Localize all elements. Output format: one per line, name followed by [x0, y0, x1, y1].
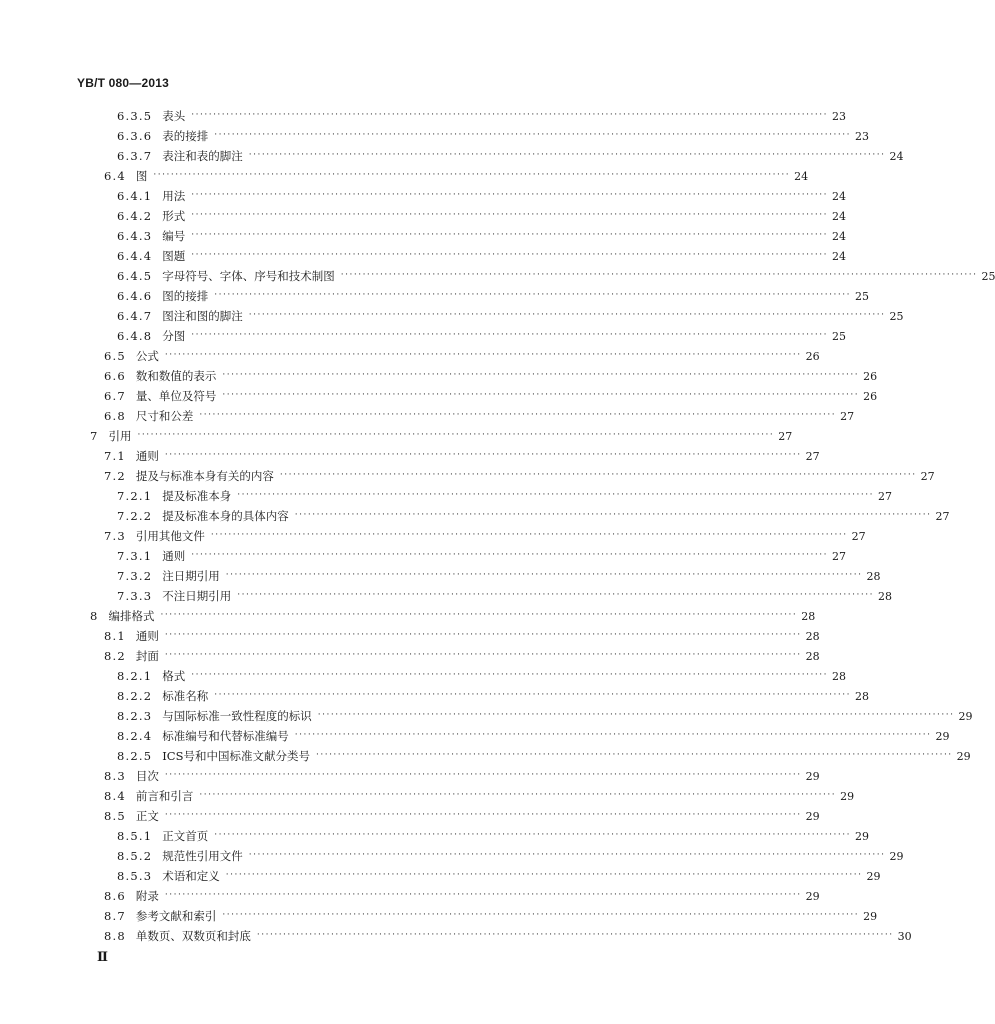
dot-leader: ··················································································································································	[214, 690, 851, 700]
toc-entry-title: 提及标准本身的具体内容	[162, 509, 289, 523]
toc-entry-page: 27	[920, 469, 935, 483]
dot-leader: ··················································································································································	[191, 250, 828, 260]
toc-entry-page: 23	[831, 109, 846, 123]
dot-leader: ··················································································································································	[225, 870, 863, 880]
toc-entry-number: 6.4.4	[117, 249, 153, 263]
toc-entry[interactable]	[117, 726, 950, 746]
toc-entry-title: 用法	[162, 189, 186, 203]
toc-entry-title: 尺寸和公差	[135, 409, 194, 423]
dot-leader: ··················································································································································	[191, 330, 828, 340]
toc-entry[interactable]	[117, 326, 846, 346]
toc-entry-title: 通则	[162, 549, 186, 563]
dot-leader: ··················································································································································	[340, 270, 978, 280]
toc-entry-number: 6.4.1	[117, 189, 153, 203]
toc-entry-page: 27	[877, 489, 892, 503]
toc-entry-title: 前言和引言	[135, 789, 194, 803]
toc-entry-title: 规范性引用文件	[162, 849, 243, 863]
toc-entry[interactable]	[117, 746, 971, 766]
toc-entry-title: 注日期引用	[162, 569, 220, 583]
toc-entry[interactable]	[117, 506, 950, 526]
dot-leader: ··················································································································································	[214, 830, 851, 840]
toc-entry-title: 通则	[135, 629, 159, 643]
toc-entry-title: 标准名称	[162, 689, 209, 703]
toc-entry[interactable]	[117, 826, 869, 846]
toc-entry[interactable]	[104, 526, 866, 546]
toc-entry[interactable]	[117, 246, 846, 266]
toc-entry-page: 29	[956, 749, 971, 763]
dot-leader: ··················································································································································	[191, 230, 828, 240]
toc-entry-title: 图注和图的脚注	[162, 309, 243, 323]
toc-entry-title: 术语和定义	[162, 869, 220, 883]
toc-entry-page: 25	[831, 329, 846, 343]
toc-entry-title: 表头	[162, 109, 186, 123]
toc-entry-page: 26	[863, 389, 878, 403]
toc-entry-number: 8.2.4	[117, 729, 153, 743]
toc-entry[interactable]	[104, 646, 820, 666]
toc-entry-page: 29	[935, 729, 950, 743]
toc-entry-number: 7.3.2	[117, 569, 153, 583]
toc-entry-title: 提及标准本身	[162, 489, 232, 503]
toc-entry-page: 29	[863, 909, 878, 923]
dot-leader: ··················································································································································	[317, 710, 955, 720]
toc-entry[interactable]	[117, 306, 904, 326]
toc-entry-title: 通则	[135, 449, 159, 463]
toc-entry-title: 表注和表的脚注	[162, 149, 243, 163]
toc-entry-number: 7.2.2	[117, 509, 153, 523]
toc-entry-number: 7.2.1	[117, 489, 153, 503]
toc-entry-number: 7	[90, 429, 99, 443]
dot-leader: ··················································································································································	[164, 770, 802, 780]
toc-entry-page: 24	[889, 149, 904, 163]
toc-entry-number: 6.4.7	[117, 309, 153, 323]
toc-entry-title: 提及与标准本身有关的内容	[135, 469, 274, 483]
toc-entry-number: 8.1	[104, 629, 126, 643]
dot-leader: ··················································································································································	[191, 210, 828, 220]
dot-leader: ··················································································································································	[164, 650, 802, 660]
toc-entry-page: 27	[831, 549, 846, 563]
dot-leader: ··················································································································································	[294, 510, 932, 520]
toc-entry-title: 与国际标准一致性程度的标识	[162, 709, 312, 723]
toc-entry[interactable]	[90, 426, 793, 446]
toc-entry-title: 字母符号、字体、序号和技术制图	[162, 269, 335, 283]
toc-entry-page: 29	[840, 789, 855, 803]
dot-leader: ··················································································································································	[191, 110, 828, 120]
toc-entry-page: 25	[981, 269, 995, 283]
toc-entry-number: 8.4	[104, 789, 126, 803]
dot-leader: ··················································································································································	[279, 470, 917, 480]
toc-entry-number: 8.7	[104, 909, 126, 923]
toc-entry-number: 6.4.3	[117, 229, 153, 243]
toc-entry-page: 29	[805, 809, 820, 823]
toc-entry-number: 6.4.5	[117, 269, 153, 283]
dot-leader: ··················································································································································	[294, 730, 932, 740]
toc-entry-number: 8.2.5	[117, 749, 153, 763]
toc-entry-page: 24	[831, 209, 846, 223]
toc-entry-page: 27	[851, 529, 866, 543]
toc-entry[interactable]	[117, 146, 904, 166]
dot-leader: ··················································································································································	[222, 390, 860, 400]
dot-leader: ··················································································································································	[248, 850, 886, 860]
toc-entry[interactable]	[117, 546, 846, 566]
toc-entry-title: 编排格式	[108, 609, 155, 623]
toc-entry[interactable]	[104, 626, 820, 646]
toc-entry-page: 26	[805, 349, 820, 363]
dot-leader: ··················································································································································	[164, 630, 802, 640]
toc-entry-title: 数和数值的表示	[135, 369, 217, 383]
toc-entry-title: 形式	[162, 209, 186, 223]
toc-entry-page: 29	[854, 829, 869, 843]
toc-entry-page: 28	[801, 609, 816, 623]
toc-entry-page: 23	[854, 129, 869, 143]
toc-entry[interactable]	[104, 386, 878, 406]
dot-leader: ··················································································································································	[315, 750, 953, 760]
toc-entry[interactable]	[104, 466, 935, 486]
toc-entry[interactable]	[104, 166, 809, 186]
toc-entry-page: 24	[831, 189, 846, 203]
dot-leader: ··················································································································································	[191, 190, 828, 200]
dot-leader: ··················································································································································	[248, 150, 886, 160]
toc-entry[interactable]	[104, 786, 855, 806]
dot-leader: ··················································································································································	[191, 670, 828, 680]
toc-entry[interactable]	[117, 486, 892, 506]
toc-entry-page: 24	[794, 169, 809, 183]
toc-entry[interactable]	[117, 226, 846, 246]
toc-entry[interactable]	[117, 266, 995, 286]
toc-entry-number: 6.7	[104, 389, 126, 403]
toc-entry-number: 6.6	[104, 369, 126, 383]
toc-entry-title: 引用	[108, 429, 132, 443]
dot-leader: ··················································································································································	[256, 930, 894, 940]
dot-leader: ··················································································································································	[164, 350, 802, 360]
dot-leader: ··················································································································································	[222, 370, 860, 380]
toc-entry-title: 附录	[135, 889, 159, 903]
toc-entry[interactable]	[117, 846, 904, 866]
toc-entry[interactable]	[117, 186, 846, 206]
toc-entry[interactable]	[117, 586, 892, 606]
dot-leader: ··················································································································································	[248, 310, 886, 320]
toc-entry-number: 7.3.1	[117, 549, 153, 563]
page-number-roman: Ⅱ	[97, 950, 108, 965]
toc-entry-number: 8.5.3	[117, 869, 153, 883]
toc-entry[interactable]	[117, 706, 973, 726]
dot-leader: ··················································································································································	[153, 170, 791, 180]
dot-leader: ··················································································································································	[214, 130, 851, 140]
toc-entry-page: 29	[805, 769, 820, 783]
toc-entry-page: 29	[958, 709, 973, 723]
toc-entry-title: 正文	[135, 809, 159, 823]
toc-entry-number: 8.2	[104, 649, 126, 663]
toc-entry-title: 编号	[162, 229, 186, 243]
toc-entry-page: 26	[863, 369, 878, 383]
toc-entry-number: 8	[90, 609, 99, 623]
toc-entry[interactable]	[104, 406, 855, 426]
toc-entry-title: 图的接排	[162, 289, 209, 303]
toc-entry-number: 8.2.2	[117, 689, 153, 703]
toc-entry-number: 6.4.2	[117, 209, 153, 223]
toc-entry-number: 8.3	[104, 769, 126, 783]
toc-entry[interactable]	[104, 346, 820, 366]
toc-entry[interactable]	[104, 886, 820, 906]
toc-entry-page: 25	[854, 289, 869, 303]
toc-entry-title: 格式	[162, 669, 186, 683]
dot-leader: ··················································································································································	[199, 790, 837, 800]
toc-entry-page: 24	[831, 249, 846, 263]
toc-entry-number: 7.2	[104, 469, 126, 483]
toc-entry-number: 6.3.6	[117, 129, 153, 143]
toc-entry-number: 7.3	[104, 529, 126, 543]
toc-entry[interactable]	[117, 286, 869, 306]
toc-entry[interactable]	[117, 106, 846, 126]
toc-entry[interactable]	[104, 806, 820, 826]
toc-entry[interactable]	[104, 906, 878, 926]
toc-entry-title: 分图	[162, 329, 186, 343]
toc-entry-number: 8.5.2	[117, 849, 153, 863]
toc-entry-number: 6.5	[104, 349, 126, 363]
dot-leader: ··················································································································································	[222, 910, 860, 920]
toc-entry-page: 27	[778, 429, 793, 443]
toc-entry-page: 28	[854, 689, 869, 703]
toc-entry-number: 8.6	[104, 889, 126, 903]
toc-entry-number: 8.2.1	[117, 669, 153, 683]
toc-entry[interactable]	[104, 926, 912, 946]
toc-entry-page: 28	[877, 589, 892, 603]
toc-entry-title: 标准编号和代替标准编号	[162, 729, 289, 743]
toc-entry-page: 27	[805, 449, 820, 463]
toc-entry-title: 引用其他文件	[135, 529, 205, 543]
toc-entry-page: 28	[866, 569, 881, 583]
toc-entry-page: 29	[805, 889, 820, 903]
toc-entry[interactable]	[117, 686, 869, 706]
toc-entry-title: 量、单位及符号	[135, 389, 217, 403]
dot-leader: ··················································································································································	[237, 490, 874, 500]
toc-entry[interactable]	[104, 446, 820, 466]
toc-entry[interactable]	[117, 866, 881, 886]
toc-entry-number: 6.4.8	[117, 329, 153, 343]
toc-entry-page: 24	[831, 229, 846, 243]
toc-entry-title: 参考文献和索引	[135, 909, 217, 923]
toc-entry-page: 30	[897, 929, 912, 943]
toc-entry-number: 8.2.3	[117, 709, 153, 723]
toc-entry-title: 图题	[162, 249, 186, 263]
toc-entry-page: 25	[889, 309, 904, 323]
toc-entry-title: 正文首页	[162, 829, 209, 843]
toc-entry-number: 8.8	[104, 929, 126, 943]
toc-entry-page: 28	[805, 649, 820, 663]
toc-entry-title: 图	[135, 169, 148, 183]
dot-leader: ··················································································································································	[164, 450, 802, 460]
toc-entry[interactable]	[104, 366, 878, 386]
dot-leader: ··················································································································································	[164, 890, 802, 900]
toc-entry-number: 8.5	[104, 809, 126, 823]
toc-entry-title: 不注日期引用	[162, 589, 232, 603]
dot-leader: ··················································································································································	[164, 810, 802, 820]
toc-entry-number: 7.3.3	[117, 589, 153, 603]
toc-entry-page: 28	[805, 629, 820, 643]
toc-entry-title: 目次	[135, 769, 159, 783]
toc-entry-number: 8.5.1	[117, 829, 153, 843]
toc-entry-page: 28	[831, 669, 846, 683]
toc-entry-page: 27	[840, 409, 855, 423]
toc-entry[interactable]	[117, 566, 881, 586]
toc-entry-page: 29	[866, 869, 881, 883]
toc-entry[interactable]	[104, 766, 820, 786]
toc-entry-page: 27	[935, 509, 950, 523]
toc-entry-number: 6.8	[104, 409, 126, 423]
document-code-header: YB/T 080—2013	[77, 76, 169, 90]
toc-entry-title: 单数页、双数页和封底	[135, 929, 251, 943]
dot-leader: ··················································································································································	[237, 590, 874, 600]
toc-entry-page: 29	[889, 849, 904, 863]
toc-entry[interactable]	[117, 206, 846, 226]
dot-leader: ··················································································································································	[225, 570, 863, 580]
dot-leader: ··················································································································································	[199, 410, 837, 420]
dot-leader: ··················································································································································	[191, 550, 828, 560]
dot-leader: ··················································································································································	[160, 610, 798, 620]
toc-entry-number: 6.3.5	[117, 109, 153, 123]
dot-leader: ··················································································································································	[214, 290, 851, 300]
toc-entry[interactable]	[90, 606, 816, 626]
toc-entry[interactable]	[117, 126, 869, 146]
toc-entry[interactable]	[117, 666, 846, 686]
dot-leader: ··················································································································································	[210, 530, 848, 540]
toc-entry-number: 6.3.7	[117, 149, 153, 163]
toc-entry-title: 封面	[135, 649, 159, 663]
toc-entry-title: ICS号和中国标准文献分类号	[162, 749, 310, 763]
toc-entry-number: 7.1	[104, 449, 126, 463]
toc-entry-title: 表的接排	[162, 129, 209, 143]
toc-entry-number: 6.4.6	[117, 289, 153, 303]
dot-leader: ··················································································································································	[137, 430, 775, 440]
toc-entry-number: 6.4	[104, 169, 126, 183]
toc-entry-title: 公式	[135, 349, 159, 363]
